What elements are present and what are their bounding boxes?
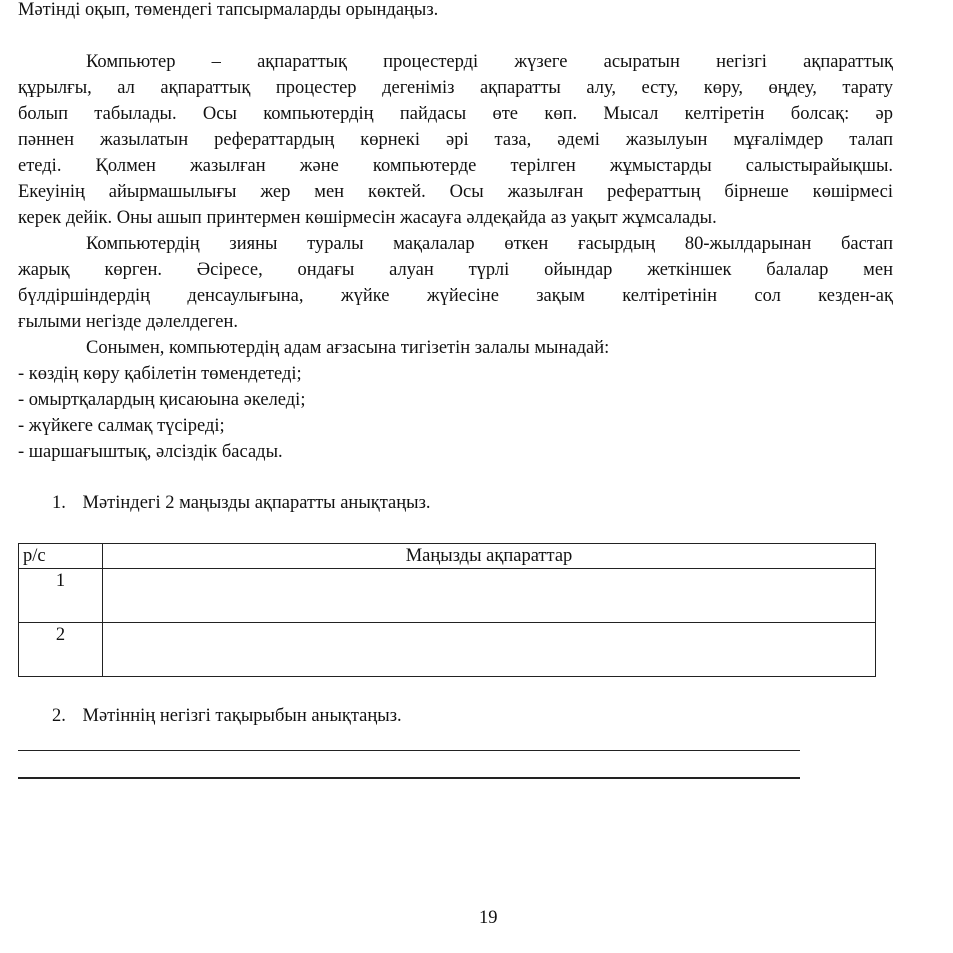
list-item: - омыртқалардың қисаюына әкеледі; (18, 390, 306, 410)
row-number: 1 (19, 569, 103, 623)
text-line: етеді. Қолмен жазылған және компьютерде терілген жұмыстарды салыстырайықшы. (18, 156, 893, 176)
text-line: ғылыми негізде дәлелдеген. (18, 312, 238, 332)
answer-line[interactable] (18, 777, 800, 779)
task-text: Мәтіндегі 2 маңызды ақпаратты анықтаңыз. (82, 493, 431, 513)
header-number: р/с (19, 544, 103, 569)
text-line: Компьютер – ақпараттық процестерді жүзеге асыратын негізгі ақпараттық (86, 52, 893, 72)
text-line: Екеуінің айырмашылығы жер мен көктей. Осы жазылған рефераттың бірнеше көшірмесі (18, 182, 893, 202)
table-header-row (19, 544, 876, 569)
table-row (19, 569, 876, 623)
text-line: пәннен жазылатын рефераттардың көрнекі әрі таза, әдемі жазылуын мұғалімдер талап (18, 130, 893, 150)
text-line: бүлдіршіндердің денсаулығына, жүйке жүйесіне зақым келтіретінін сол кезден-ақ (18, 286, 893, 306)
answer-line[interactable] (18, 750, 800, 751)
table-row (19, 623, 876, 677)
list-item: - шаршағыштық, әлсіздік басады. (18, 442, 283, 462)
text-line: құрылғы, ал ақпараттық процестер дегеніміз ақпаратты алу, есту, көру, өңдеу, тарату (18, 78, 893, 98)
paragraph-3: Сонымен, компьютердің адам ағзасына тигізетін залалы мынадай: (86, 338, 610, 358)
list-item: - жүйкеге салмақ түсіреді; (18, 416, 225, 436)
page-number: 19 (479, 908, 498, 928)
text-line: Компьютердің зияны туралы мақалалар өткен ғасырдың 80-жылдарынан бастап (86, 234, 893, 254)
text-line: керек дейік. Оны ашып принтермен көшірмесін жасауға әлдеқайда аз уақыт жұмсалады. (18, 208, 717, 228)
task-text: Мәтіннің негізгі тақырыбын анықтаңыз. (82, 706, 402, 726)
answer-cell[interactable] (103, 623, 876, 677)
instruction: Мәтінді оқып, төмендегі тапсырмаларды орындаңыз. (18, 0, 439, 20)
answers-table (18, 543, 876, 677)
text-line: болып табылады. Осы компьютердің пайдасы өте көп. Мысал келтіретін болсақ: әр (18, 104, 893, 124)
task-number: 2. (52, 706, 66, 726)
text-line: жарық көрген. Әсіресе, ондағы алуан түрлі ойындар жеткіншек балалар мен (18, 260, 893, 280)
list-item: - көздің көру қабілетін төмендетеді; (18, 364, 302, 384)
task-1 (52, 490, 431, 516)
answer-cell[interactable] (103, 569, 876, 623)
row-number: 2 (19, 623, 103, 677)
task-2 (52, 703, 402, 729)
task-number: 1. (52, 493, 66, 513)
header-info: Маңызды ақпараттар (103, 544, 876, 569)
